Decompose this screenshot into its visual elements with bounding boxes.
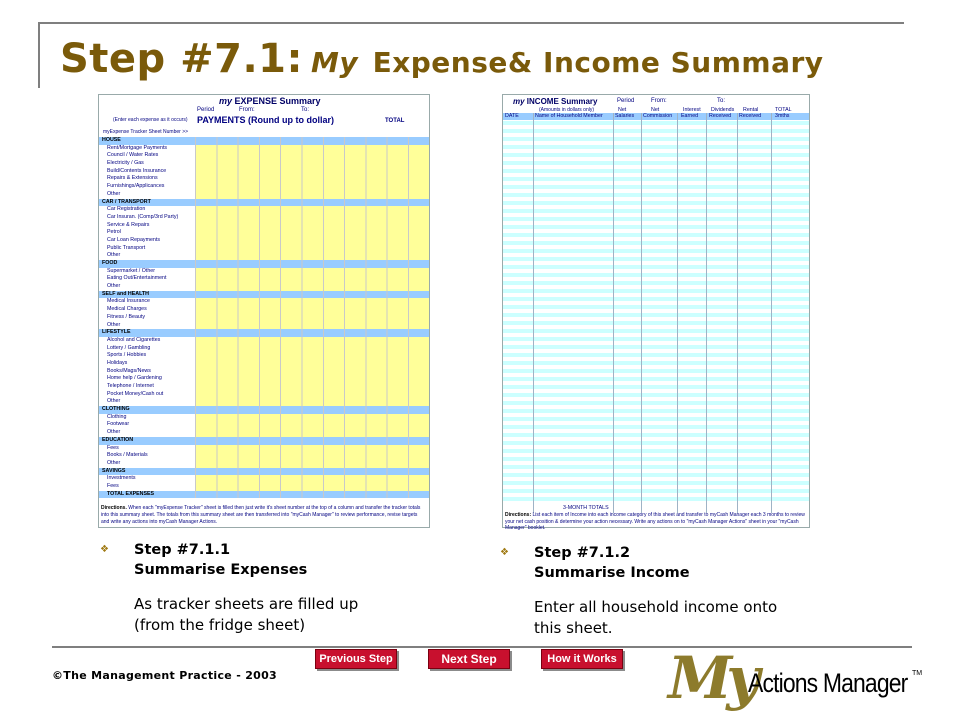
expense-category-row [99,329,429,337]
expense-item-row [99,222,429,230]
income-col-top-label: Net [618,107,627,113]
left-rule [38,22,40,88]
expense-row-label: Eating Out/Entertainment [107,275,167,282]
expense-row-cells[interactable] [195,229,429,237]
income-col-header: Received [709,113,732,119]
expense-row-cells[interactable] [195,468,429,476]
expense-item-row [99,314,429,322]
expense-item-row [99,152,429,160]
income-col-divider [677,113,678,513]
expense-item-row [99,175,429,183]
expense-row-label: Medical Insurance [107,298,150,305]
expense-item-row [99,383,429,391]
bullet-diamond-icon: ❖ [500,547,509,558]
income-col-header: Received [739,113,762,119]
expense-row-cells[interactable] [195,199,429,207]
expense-item-row [99,452,429,460]
income-title-my: my [513,97,525,106]
expense-row-label: Other [107,321,121,328]
expense-item-row [99,145,429,153]
expense-period-label: Period [197,107,215,113]
expense-to-label: To: [301,107,310,113]
expense-item-row [99,275,429,283]
expense-row-label: Council / Water Rates [107,152,159,159]
expense-row-label: Sports / Hobbies [107,352,147,359]
expense-row-label: Rent/Mortgage Payments [107,144,168,151]
expense-item-row [99,368,429,376]
expense-row-label: Repairs & Extensions [107,175,158,182]
expense-row-label: Books / Materials [107,452,148,459]
expense-row-cells[interactable] [195,406,429,414]
expense-item-row [99,183,429,191]
expense-row-cells[interactable] [195,475,429,483]
expense-row-label: Petrol [107,229,121,236]
expense-row-label: Home help / Gardening [107,375,162,382]
expense-item-row [99,168,429,176]
expense-row-label: TOTAL EXPENSES [107,490,155,497]
expense-item-row [99,445,429,453]
my-actions-manager-logo [668,646,928,718]
expense-row-label: EDUCATION [102,436,134,443]
income-col-divider [737,113,738,513]
expense-row-cells[interactable] [195,214,429,222]
expense-item-row [99,283,429,291]
title-prefix: Step #7.1 [60,36,287,82]
expense-row-cells[interactable] [195,168,429,176]
expense-item-row [99,345,429,353]
bullet-heading [134,540,307,580]
expense-total-row [99,491,429,499]
bullet-body [534,597,777,639]
expense-row-cells[interactable] [195,298,429,306]
slide-title [60,36,824,82]
expense-row-label: FOOD [102,260,118,266]
expense-item-row [99,160,429,168]
expense-row-label: Car Loan Repayments [107,236,160,243]
bullet-body-line2: this sheet. [534,619,613,637]
expense-row-cells[interactable] [195,206,429,214]
income-directions [505,512,807,532]
next-step-button[interactable]: Next Step [428,649,510,669]
expense-row-cells[interactable] [195,337,429,345]
bullet-heading-line1: Step #7.1.2 [534,545,631,561]
previous-step-button[interactable]: Previous Step [315,649,397,669]
expense-row-label: Pocket Money/Cash out [107,390,164,397]
expense-row-cells[interactable] [195,260,429,268]
expense-row-label: SAVINGS [102,467,126,474]
expense-item-row [99,391,429,399]
expense-row-label: HOUSE [102,137,121,143]
expense-row-cells[interactable] [195,245,429,253]
bullet-diamond-icon: ❖ [100,544,109,555]
expense-row-cells[interactable] [195,314,429,322]
income-col-divider [706,113,707,513]
expense-row-cells[interactable] [195,283,429,291]
expense-row-cells[interactable] [195,268,429,276]
expense-total-heading: TOTAL [385,118,405,124]
expense-row-cells[interactable] [195,398,429,406]
expense-row-cells[interactable] [195,360,429,368]
expense-from-label: From: [239,107,255,113]
expense-row-cells[interactable] [195,437,429,445]
income-period-label: Period [617,98,635,104]
expense-category-row [99,291,429,299]
expense-row-label: Lottery / Gambling [107,344,151,351]
bullet-body-line2: (from the fridge sheet) [134,616,306,634]
expense-item-row [99,429,429,437]
expense-row-label: Car Registration [107,206,146,213]
bullet-heading-line2: Summarise Expenses [134,562,308,578]
expense-row-cells[interactable] [195,368,429,376]
expense-category-row [99,260,429,268]
income-col-top-label: Rental [743,107,759,113]
expense-row-label: Other [107,252,121,259]
income-col-header: DATE [505,113,519,119]
expense-row-cells[interactable] [195,275,429,283]
expense-row-label: Supermarket / Other [107,267,155,274]
expense-rows [99,137,429,498]
expense-row-label: Other [107,429,121,436]
income-col-top-label: Interest [683,107,701,113]
expense-row-label: Other [107,190,121,197]
expense-enter-note: (Enter each expense as it occurs) [113,117,188,123]
payments-heading: PAYMENTS (Round up to dollar) [197,115,334,125]
expense-item-row [99,352,429,360]
expense-item-row [99,483,429,491]
expense-row-cells[interactable] [195,237,429,245]
income-col-header: Name of Household Member [535,113,603,119]
expense-row-cells[interactable] [195,460,429,468]
bullet-heading [534,543,690,583]
bullet-body [134,594,358,636]
expense-row-cells[interactable] [195,183,429,191]
expense-row-label: Investments [107,475,136,482]
copyright-text: ©The Management Practice - 2003 [52,669,278,682]
expense-row-label: Telephone / Internet [107,383,154,389]
expense-item-row [99,237,429,245]
expense-row-cells[interactable] [195,391,429,399]
expense-item-row [99,414,429,422]
bullet-heading-line2: Summarise Income [534,565,690,581]
expense-row-cells[interactable] [195,152,429,160]
expense-directions-label: Directions. [101,505,127,511]
income-grid-lines [503,113,809,513]
expense-row-cells[interactable] [195,421,429,429]
expense-title-rest: EXPENSE Summary [234,96,321,106]
expense-row-label: Car Insuran. (Comp/3rd Party) [107,213,179,220]
how-it-works-button[interactable]: How it Works [541,649,623,669]
income-col-top-label: Net [651,107,660,113]
logo-trademark: TM [912,670,923,677]
bullet-heading-line1: Step #7.1.1 [134,542,231,558]
expense-row-cells[interactable] [195,291,429,299]
expense-row-label: Alcohol and Cigarettes [107,336,161,343]
expense-category-row [99,199,429,207]
expense-category-row [99,406,429,414]
expense-item-row [99,298,429,306]
expense-row-label: SELF and HEALTH [102,290,149,297]
expense-row-label: Fees [107,482,119,489]
expense-row-cells[interactable] [195,445,429,453]
expense-row-cells[interactable] [195,252,429,260]
expense-row-cells[interactable] [195,452,429,460]
title-colon: : [286,36,303,82]
expense-item-row [99,360,429,368]
income-totals-row [503,505,809,512]
income-col-header: 3mths [775,113,790,119]
title-rest: Expense& Income Summary [372,46,824,79]
expense-title-my: my [219,96,233,106]
expense-row-cells[interactable] [195,375,429,383]
expense-row-label: Other [107,398,121,405]
expense-directions [101,505,427,526]
expense-row-label: Medical Charges [107,306,147,313]
expense-row-label: Furnishings/Applicances [107,183,165,190]
expense-item-row [99,337,429,345]
expense-item-row [99,375,429,383]
tracker-sheet-number-label: myExpense Tracker Sheet Number >> [103,129,189,135]
expense-item-row [99,229,429,237]
expense-row-cells[interactable] [195,306,429,314]
income-directions-text: List each item of Income into each income category of this sheet and transfer to myCash Manager each 3 months to review your net cash position & determine your action necessary. Write any actions on to "myCash Manager Actions" sheet in your "myCash Manager" booklet. [505,512,805,531]
income-col-top-label: TOTAL [775,107,792,113]
expense-row-label: Footwear [107,421,130,428]
income-from-label: From: [651,98,667,104]
expense-row-cells[interactable] [195,191,429,199]
expense-row-cells[interactable] [195,345,429,353]
expense-category-row [99,468,429,476]
expense-item-row [99,421,429,429]
expense-item-row [99,475,429,483]
expense-row-label: CAR / TRANSPORT [102,198,151,205]
expense-item-row [99,460,429,468]
income-summary-sheet [502,94,810,531]
expense-sheet-header [99,95,429,135]
expense-item-row [99,214,429,222]
expense-row-label: Other [107,283,121,290]
expense-row-label: Fees [107,444,119,451]
bullet-body-line1: Enter all household income onto [534,598,778,616]
income-col-header: Earned [681,113,699,119]
income-totals-label: 3-MONTH TOTALS [563,505,609,511]
expense-row-cells[interactable] [195,145,429,153]
expense-row-label: Service & Repairs [107,221,150,228]
expense-row-label: Other [107,459,121,466]
expense-row-label: CLOTHING [102,406,130,413]
expense-row-cells[interactable] [195,414,429,422]
income-sheet-title [513,97,597,106]
income-to-label: To: [717,98,726,104]
expense-item-row [99,191,429,199]
expense-category-row [99,137,429,145]
expense-item-row [99,306,429,314]
expense-item-row [99,268,429,276]
expense-row-cells[interactable] [195,329,429,337]
expense-item-row [99,206,429,214]
income-directions-label: Directions: [505,512,532,518]
expense-row-label: LIFESTYLE [102,329,131,336]
expense-row-cells[interactable] [195,160,429,168]
expense-row-cells[interactable] [195,429,429,437]
logo-my: My [668,644,754,712]
expense-item-row [99,245,429,253]
expense-row-cells[interactable] [195,137,429,145]
expense-row-label: Holidays [107,359,128,366]
logo-actions-manager: Actions Manager [748,668,908,698]
income-col-header: Commission [643,113,673,119]
income-col-divider [533,113,534,513]
expense-row-cells[interactable] [195,352,429,360]
expense-row-cells[interactable] [195,322,429,330]
expense-item-row [99,252,429,260]
income-col-top-label: Dividends [711,107,735,113]
bullet-body-line1: As tracker sheets are filled up [134,595,359,613]
expense-row-label: Public Transport [107,244,146,251]
expense-summary-sheet [98,94,430,528]
expense-item-row [99,398,429,406]
expense-row-cells[interactable] [195,483,429,491]
income-col-divider [641,113,642,513]
expense-row-label: Electricity / Gas [107,160,144,167]
expense-row-label: Fitness / Beauty [107,313,145,320]
expense-row-cells[interactable] [195,491,429,499]
income-title-rest: INCOME Summary [526,97,598,106]
expense-row-label: Build/Contents Insurance [107,167,167,174]
income-col-divider [771,113,772,513]
expense-directions-text: When each "myExpense Tracker" sheet is filled then just write it's sheet number at the top of a column and transfer the tracker totals into this summary sheet. The totals from this summary sheet are then transferred into "myCash Manager" to review performance, revise targets and write any actions into myCash Manager Actions. [101,505,421,525]
expense-sheet-title [219,96,321,106]
title-my: My [311,46,359,79]
expense-row-cells[interactable] [195,222,429,230]
expense-category-row [99,437,429,445]
income-col-header: Salaries [615,113,635,119]
income-subtitle: (Amounts in dollars only) [539,107,595,113]
expense-item-row [99,322,429,330]
expense-row-label: Clothing [107,413,127,420]
expense-row-cells[interactable] [195,175,429,183]
expense-row-cells[interactable] [195,383,429,391]
top-rule [40,22,904,24]
income-col-divider [613,113,614,513]
expense-row-label: Books/Mags/News [107,367,151,374]
